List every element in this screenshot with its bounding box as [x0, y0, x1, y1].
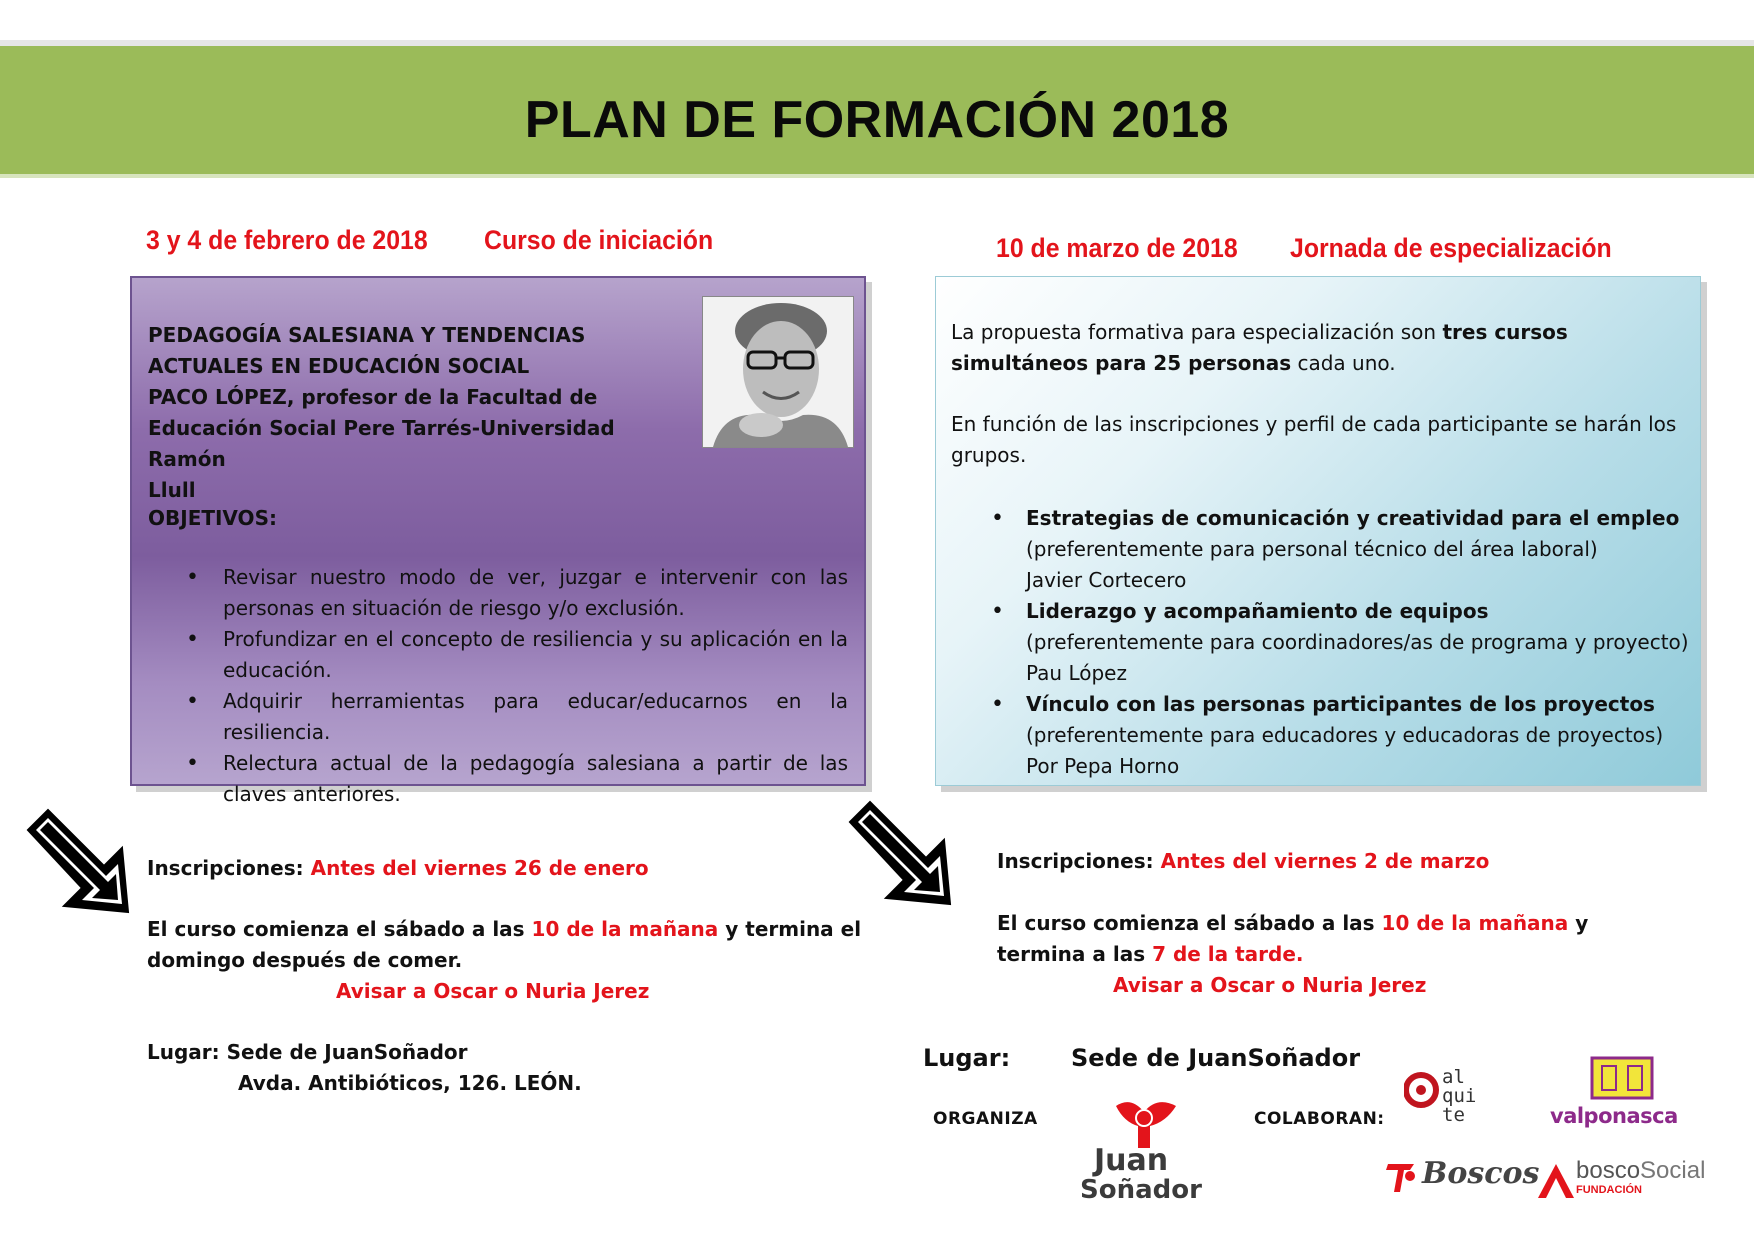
- course-audience: (preferentemente para personal técnico del área laboral): [1026, 537, 1598, 561]
- course-name: • Estrategias de comunicación y creatividad para el empleo: [1026, 506, 1680, 530]
- place-label: Lugar:: [147, 1040, 220, 1064]
- boscosocial-logo-mark: [1536, 1162, 1576, 1200]
- intro-text: La propuesta formativa para especialización son: [951, 320, 1443, 344]
- left-notice: Avisar a Oscar o Nuria Jerez: [336, 979, 650, 1003]
- boscos-logo-mark: [1384, 1156, 1418, 1196]
- speaker-photo: [702, 296, 854, 448]
- courses-list: [951, 503, 1691, 782]
- left-registration: [147, 853, 649, 884]
- course-title-line: ACTUALES EN EDUCACIÓN SOCIAL: [148, 354, 530, 378]
- schedule-text: y: [1568, 911, 1589, 935]
- course-title: [148, 320, 688, 506]
- course-audience: [1026, 627, 1691, 689]
- right-date: 10 de marzo de 2018: [996, 233, 1238, 263]
- objective-item: • Revisar nuestro modo de ver, juzgar e intervenir con las personas en situación de riesgo y/o exclusión.: [148, 562, 848, 624]
- objective-item: • Profundizar en el concepto de resiliencia y su aplicación en la educación.: [148, 624, 848, 686]
- alquite-logo: [1404, 1066, 1484, 1132]
- right-registration: [997, 846, 1489, 877]
- juansonador-logo: [1080, 1096, 1206, 1208]
- title-banner: [0, 46, 1754, 178]
- course-teacher: Por Pepa Horno: [1026, 754, 1180, 778]
- course-teacher: Javier Cortecero: [1026, 568, 1187, 592]
- speaker-line: [148, 382, 688, 413]
- colaboran-label: COLABORAN:: [1254, 1109, 1385, 1129]
- speaker-affiliation-line: Llull: [148, 478, 196, 502]
- schedule-text: termina a las: [997, 942, 1153, 966]
- arrow-down-right-icon: [848, 800, 960, 908]
- boscosocial-logo-text-part: bosco: [1576, 1157, 1641, 1184]
- course-item: [951, 503, 1691, 596]
- left-date: 3 y 4 de febrero de 2018: [146, 225, 428, 255]
- registration-deadline: Antes del viernes 26 de enero: [310, 856, 649, 880]
- right-place: Sede de JuanSoñador: [1071, 1044, 1361, 1072]
- right-schedule: [997, 908, 1588, 970]
- registration-label: Inscripciones:: [147, 856, 304, 880]
- objective-item: • Adquirir herramientas para educar/educarnos en la resiliencia.: [148, 686, 848, 748]
- groups-paragraph: En función de las inscripciones y perfil de cada participante se harán los grupos.: [951, 412, 1677, 467]
- schedule-text: y termina el: [718, 917, 862, 941]
- intro-emphasis: simultáneos para 25 personas: [951, 351, 1292, 375]
- registration-label: Inscripciones:: [997, 849, 1154, 873]
- boscosocial-logo-subtext: FUNDACIÓN: [1576, 1184, 1642, 1196]
- course-title-line: PEDAGOGÍA SALESIANA Y TENDENCIAS: [148, 323, 586, 347]
- speaker-affiliation-line: Educación Social Pere Tarrés-Universidad Ramón: [148, 416, 615, 471]
- right-notice: Avisar a Oscar o Nuria Jerez: [1113, 973, 1427, 997]
- intro-emphasis: tres cursos: [1442, 320, 1568, 344]
- objectives-label: OBJETIVOS:: [148, 506, 277, 530]
- alquite-logo-text-line: qui: [1442, 1085, 1477, 1107]
- left-address: Avda. Antibióticos, 126. LEÓN.: [238, 1071, 582, 1095]
- boscosocial-logo-text: [1576, 1158, 1705, 1184]
- objective-item: • Relectura actual de la pedagogía salesiana a partir de las claves anteriores.: [148, 748, 848, 810]
- boscosocial-logo-text-part: Social: [1640, 1157, 1706, 1184]
- alquite-logo-mark: [1404, 1072, 1444, 1112]
- course-name: • Vínculo con las personas participantes de los proyectos: [1026, 692, 1655, 716]
- schedule-end-time: 7 de la tarde.: [1152, 942, 1304, 966]
- speaker-affiliation: , profesor de la Facultad de: [286, 385, 598, 409]
- left-course-type: Curso de iniciación: [484, 225, 714, 255]
- boscos-logo-text: Boscos: [1422, 1156, 1540, 1191]
- course-item: [951, 689, 1691, 782]
- alquite-logo-text-line: te: [1442, 1104, 1465, 1126]
- course-audience-text: (preferentemente para coordinadores/as de programa y proyecto): [1026, 630, 1689, 654]
- speaker-name: PACO LÓPEZ: [148, 385, 287, 409]
- left-schedule: [147, 914, 861, 976]
- schedule-time: 10 de la mañana: [1381, 911, 1569, 935]
- juansonador-logo-line1: Juan: [1094, 1143, 1169, 1178]
- page-title: PLAN DE FORMACIÓN 2018: [524, 91, 1230, 149]
- boscosocial-logo: [1536, 1157, 1706, 1200]
- valponasca-logo: [1550, 1054, 1680, 1132]
- organiza-label: ORGANIZA: [933, 1109, 1038, 1129]
- course-audience: (preferentemente para educadores y educadoras de proyectos): [1026, 723, 1664, 747]
- course-name: • Liderazgo y acompañamiento de equipos: [1026, 599, 1489, 623]
- course-item: [951, 596, 1691, 689]
- boscos-logo: [1384, 1154, 1540, 1198]
- arrow-down-right-icon: [26, 808, 138, 916]
- objectives-list: [148, 562, 848, 810]
- course-card-specialization: [935, 276, 1701, 786]
- schedule-text: domingo después de comer.: [147, 948, 463, 972]
- right-place-label: Lugar:: [923, 1044, 1011, 1072]
- registration-deadline: Antes del viernes 2 de marzo: [1160, 849, 1490, 873]
- schedule-text: El curso comienza el sábado a las: [147, 917, 532, 941]
- juansonador-logo-line2: Soñador: [1080, 1175, 1202, 1205]
- right-course-type: Jornada de especialización: [1290, 233, 1612, 263]
- left-place: [147, 1037, 468, 1068]
- intro-text: cada uno.: [1291, 351, 1396, 375]
- course-card-initiation: [130, 276, 866, 806]
- place-name: Sede de JuanSoñador: [226, 1040, 468, 1064]
- course-teacher: Pau López: [1026, 661, 1127, 685]
- schedule-text: El curso comienza el sábado a las: [997, 911, 1382, 935]
- alquite-logo-text: [1442, 1068, 1476, 1125]
- valponasca-logo-mark: [1588, 1054, 1658, 1102]
- schedule-time: 10 de la mañana: [531, 917, 719, 941]
- alquite-logo-text-line: al: [1442, 1066, 1465, 1088]
- intro-paragraph: [951, 317, 1681, 379]
- valponasca-logo-text: valponasca: [1550, 1104, 1678, 1128]
